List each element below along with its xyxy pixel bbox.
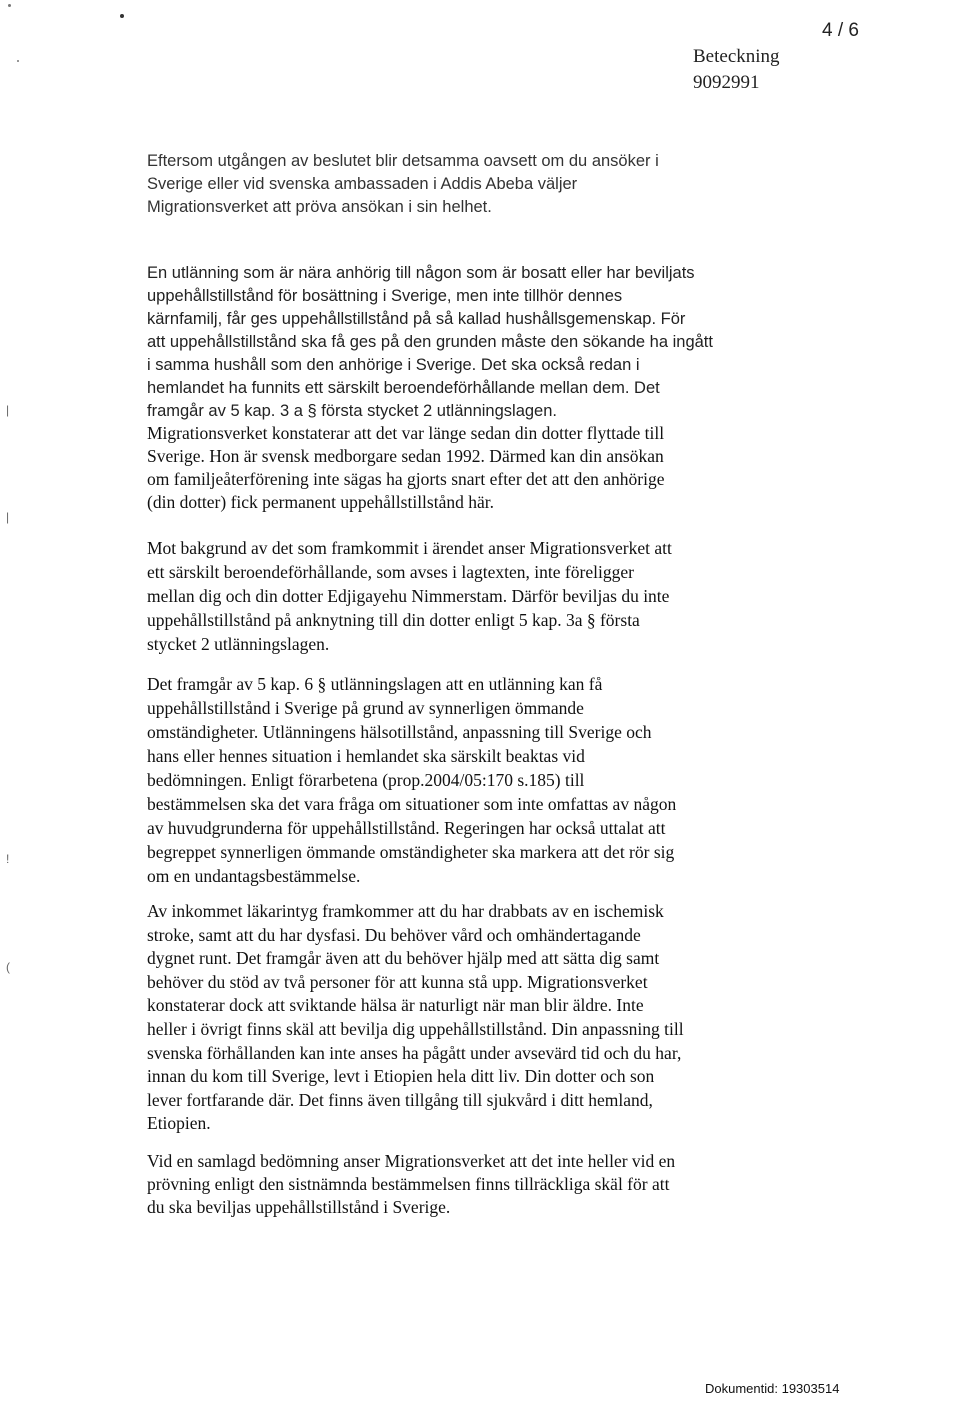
text-line: om en undantagsbestämmelse. bbox=[147, 866, 361, 886]
text-line: framgår av 5 kap. 3 a § första stycket 2 utlänningslagen. bbox=[147, 402, 557, 420]
page-number: 4 / 6 bbox=[822, 20, 859, 41]
text-line: uppehållstillstånd för bosättning i Sverige, men inte tillhör dennes bbox=[147, 287, 623, 305]
paragraph-6 bbox=[147, 900, 684, 1136]
text-line: mellan dig och din dotter Edjigayehu Nimmerstam. Därför beviljas du inte bbox=[147, 586, 670, 606]
text-line: heller i övrigt finns skäl att bevilja dig uppehållstillstånd. Din anpassning till bbox=[147, 1018, 684, 1039]
scan-speck bbox=[17, 60, 19, 62]
margin-mark: ( bbox=[6, 960, 10, 974]
designation-block bbox=[693, 44, 780, 96]
text-line: uppehållstillstånd i Sverige på grund av synnerligen ömmande bbox=[147, 698, 584, 718]
text-line: hans eller hennes situation i hemlandet ska särskilt beaktas vid bbox=[147, 746, 585, 766]
text-line: Migrationsverket konstaterar att det var länge sedan din dotter flyttade till bbox=[147, 423, 665, 443]
text-line: Migrationsverket att pröva ansökan i sin helhet. bbox=[147, 198, 492, 216]
text-line: kärnfamilj, får ges uppehållstillstånd på så kallad hushållsgemenskap. För bbox=[147, 310, 686, 328]
designation-label: Beteckning bbox=[693, 46, 780, 67]
text-line: Mot bakgrund av det som framkommit i ärendet anser Migrationsverket att bbox=[147, 538, 672, 558]
scan-speck bbox=[120, 14, 124, 18]
text-line: att uppehållstillstånd ska få ges på den grunden måste den sökande ha ingått bbox=[147, 333, 713, 351]
text-line: Etiopien. bbox=[147, 1113, 211, 1134]
paragraph-2 bbox=[147, 262, 713, 423]
designation-number: 9092991 bbox=[693, 72, 760, 93]
text-line: Av inkommet läkarintyg framkommer att du har drabbats av en ischemisk bbox=[147, 901, 664, 921]
scan-speck bbox=[8, 4, 11, 7]
text-line: prövning enligt den sistnämnda bestämmelsen finns tillräckliga skäl för att bbox=[147, 1174, 670, 1194]
text-line: om familjeåterförening inte sägas ha gjorts snart efter det att den anhörige bbox=[147, 469, 665, 489]
paragraph-4 bbox=[147, 536, 672, 656]
text-line: bedömningen. Enligt förarbetena (prop.2004/05:170 s.185) till bbox=[147, 770, 585, 790]
text-line: behöver du stöd av två personer för att kunna stå upp. Migrationsverket bbox=[147, 971, 648, 992]
text-line: Eftersom utgången av beslutet blir detsamma oavsett om du ansöker i bbox=[147, 152, 659, 170]
text-line: i samma hushåll som den anhörige i Sverige. Det ska också redan i bbox=[147, 356, 640, 374]
text-line: (din dotter) fick permanent uppehållstillstånd här. bbox=[147, 492, 494, 512]
paragraph-5 bbox=[147, 672, 676, 888]
text-line: uppehållstillstånd på anknytning till din dotter enligt 5 kap. 3a § första bbox=[147, 610, 640, 630]
text-line: innan du kom till Sverige, levt i Etiopien hela ditt liv. Din dotter och son bbox=[147, 1066, 655, 1087]
paragraph-1 bbox=[147, 150, 659, 219]
text-line: begreppet synnerligen ömmande omständigheter ska markera att det rör sig bbox=[147, 842, 675, 862]
text-line: Sverige. Hon är svensk medborgare sedan 1992. Därmed kan din ansökan bbox=[147, 446, 664, 466]
margin-mark: | bbox=[6, 403, 10, 417]
text-line: bestämmelsen ska det vara fråga om situationer som inte omfattas av någon bbox=[147, 794, 677, 814]
text-line: Sverige eller vid svenska ambassaden i Addis Abeba väljer bbox=[147, 175, 578, 193]
text-line: konstaterar dock att sviktande hälsa är naturligt när man blir äldre. Inte bbox=[147, 995, 644, 1016]
text-line: Vid en samlagd bedömning anser Migrationsverket att det inte heller vid en bbox=[147, 1151, 676, 1171]
text-line: omständigheter. Utlänningens hälsotillstånd, anpassning till Sverige och bbox=[147, 722, 652, 742]
text-line: Det framgår av 5 kap. 6 § utlänningslagen att en utlänning kan få bbox=[147, 674, 603, 694]
text-line: svenska förhållanden kan inte anses ha pågått under avsevärd tid och du har, bbox=[147, 1042, 682, 1063]
paragraph-3 bbox=[147, 422, 665, 514]
text-line: stroke, samt att du har dysfasi. Du behöver vård och omhändertagande bbox=[147, 924, 641, 945]
margin-mark: ! bbox=[6, 852, 10, 866]
paragraph-7 bbox=[147, 1150, 675, 1219]
text-line: du ska beviljas uppehållstillstånd i Sverige. bbox=[147, 1197, 451, 1217]
text-line: hemlandet ha funnits ett särskilt beroendeförhållande mellan dem. Det bbox=[147, 379, 660, 397]
text-line: dygnet runt. Det framgår även att du behöver hjälp med att sätta dig samt bbox=[147, 948, 660, 969]
document-id: Dokumentid: 19303514 bbox=[705, 1381, 840, 1396]
text-line: stycket 2 utlänningslagen. bbox=[147, 634, 330, 654]
text-line: lever fortfarande där. Det finns även tillgång till sjukvård i ditt hemland, bbox=[147, 1089, 653, 1110]
text-line: av huvudgrunderna för uppehållstillstånd. Regeringen har också uttalat att bbox=[147, 818, 666, 838]
margin-mark: | bbox=[6, 510, 10, 524]
text-line: En utlänning som är nära anhörig till någon som är bosatt eller har beviljats bbox=[147, 264, 695, 282]
text-line: ett särskilt beroendeförhållande, som avses i lagtexten, inte föreligger bbox=[147, 562, 634, 582]
